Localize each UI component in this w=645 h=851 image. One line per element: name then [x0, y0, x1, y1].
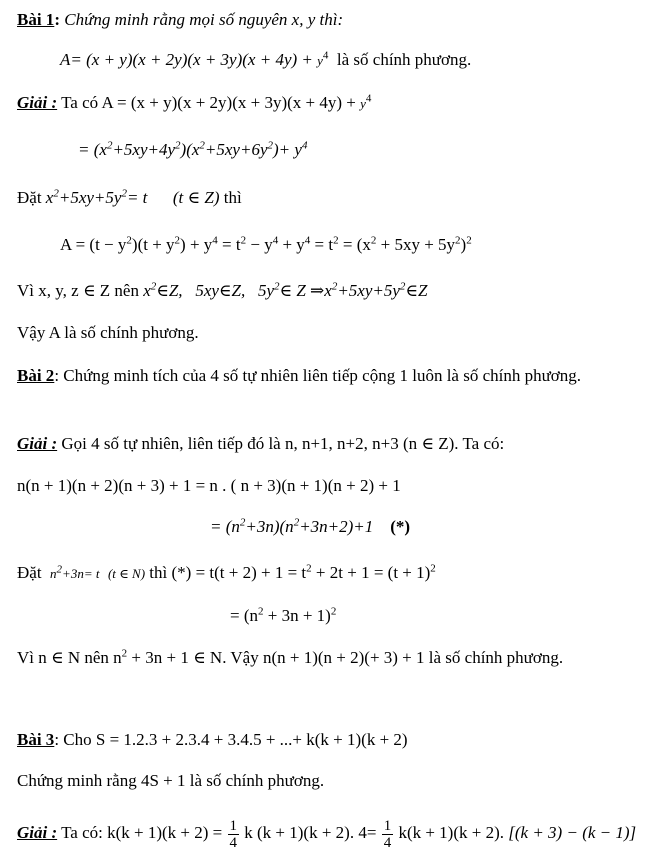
frag: + y — [278, 235, 305, 254]
dat-cond: (t ∈ Z) — [172, 188, 220, 207]
sup-2: 2 — [455, 234, 461, 247]
sup-4: 4 — [272, 234, 279, 247]
frag: Gọi 4 số tự nhiên, liên tiếp đó là n, n+1, n+2, n+3 (n ∈ Z). Ta có: — [61, 434, 505, 453]
bai3-solution-label: Giải : — [17, 823, 58, 842]
frac-den: 4 — [383, 834, 392, 851]
frag: + 5xy + 5y — [376, 235, 456, 254]
frag: +3n+2)+1 — [299, 517, 374, 536]
frag: 5y — [257, 281, 274, 300]
frag: )(t + y — [131, 235, 175, 254]
sup-2: 2 — [274, 280, 280, 293]
frag: 5xy∈Z, — [195, 281, 246, 300]
frag: Vậy A là số chính phương. — [17, 323, 199, 342]
bai2-dat-line — [17, 563, 436, 584]
sup-4: 4 — [212, 234, 218, 247]
frag: ∈Z, — [156, 281, 183, 300]
sup-4: 4 — [301, 139, 308, 152]
frag: + 3n + 1 ∈ N. Vậy n(n + 1)(n + 2)(+ 3) + 1 là số chính phương. — [127, 648, 564, 667]
frag: ∈Z — [405, 281, 428, 300]
sup-2: 2 — [174, 234, 181, 247]
dat-thi: thì — [223, 188, 242, 207]
frag: [(k + 3) − (k − 1)] — [508, 823, 637, 842]
bai1-conclusion — [17, 323, 199, 343]
frag: x — [143, 281, 151, 300]
frag: +3n= t — [62, 566, 100, 581]
frag: k(k + 1)(k + 2). — [398, 823, 505, 842]
frag: = t — [126, 188, 148, 207]
sup-2: 2 — [199, 139, 205, 152]
frag: n(n + 1)(n + 2)(n + 3) + 1 = n . ( n + 3)(n + 1)(n + 2) + 1 — [17, 476, 401, 495]
sup-2: 2 — [106, 139, 113, 152]
frag: n — [50, 566, 57, 581]
bai1-dat-line — [17, 188, 242, 208]
frag: +5xy+4y — [112, 140, 176, 159]
frag: = (x — [338, 235, 371, 254]
bai1-expr-lhs: A= (x + y)(x + 2y)(x + 3y)(x + 4y) + — [60, 50, 318, 69]
sup-2: 2 — [430, 562, 436, 575]
frac-den: 4 — [229, 834, 238, 851]
bai1-problem: Chứng minh rằng mọi số nguyên x, y thì: — [64, 10, 344, 29]
sup-2: 2 — [126, 234, 132, 247]
sup-2: 2 — [306, 562, 312, 575]
frag: = (n — [210, 517, 240, 536]
frag: Đặt — [17, 563, 42, 582]
frag: +5xy+5y — [337, 281, 400, 300]
frag: Ta có: k(k + 1)(k + 2) = — [61, 823, 223, 842]
bai2-line5 — [230, 606, 336, 626]
frag: = t — [217, 235, 241, 254]
sup-2: 2 — [267, 139, 273, 152]
bai1-label: Bài 1 — [17, 10, 55, 29]
frag: )+ y — [273, 140, 302, 159]
sup-2: 2 — [466, 234, 472, 247]
frag: Vì x, y, z ∈ Z nên — [17, 281, 139, 300]
bai1-a-line — [60, 235, 472, 255]
bai1-expr-tail: là số chính phương. — [336, 50, 472, 69]
frag: + 3n + 1) — [263, 606, 331, 625]
bai2-solution-label: Giải : — [17, 434, 58, 453]
bai3-problem: : Cho S = 1.2.3 + 2.3.4 + 3.4.5 + ...+ k(k + 1)(k + 2) — [54, 730, 408, 749]
bai1-solution-line1: Giải : Ta có $A = (x + y)(x + 2y)(x + 3y)(x + 4y) + y^4$ — [17, 92, 372, 112]
bai2-line3 — [210, 517, 410, 537]
frag: +3n)(n — [245, 517, 294, 536]
frag: Vì n ∈ N nên n — [17, 648, 122, 667]
frag: = (n — [230, 606, 258, 625]
sup-2: 2 — [53, 187, 59, 200]
frag: = t — [310, 235, 334, 254]
bai3-label: Bài 3 — [17, 730, 55, 749]
frag: thì (*) = t(t + 2) + 1 = t — [149, 563, 307, 582]
sup-2: 2 — [293, 516, 300, 529]
sup-2: 2 — [330, 605, 337, 618]
frag: +5xy+5y — [58, 188, 122, 207]
sup-2: 2 — [331, 280, 338, 293]
bai1-solution-line2 — [78, 140, 307, 160]
bai2-heading — [17, 362, 629, 389]
frag: ) — [460, 235, 467, 254]
frag: Chứng minh rằng 4S + 1 là số chính phương. — [17, 771, 325, 790]
sup-4: 4 — [322, 49, 329, 62]
sup-2: 2 — [150, 280, 157, 293]
bai2-line2 — [17, 476, 401, 496]
fraction-one-quarter — [382, 818, 394, 851]
bai3-line2 — [17, 771, 324, 791]
sup-2: 2 — [175, 139, 181, 152]
sup-2: 2 — [240, 234, 247, 247]
frag: x — [45, 188, 54, 207]
bai1-vi-line — [17, 281, 427, 301]
frag: ∈ Z ⇒x — [279, 281, 332, 300]
sup-4: 4 — [304, 234, 311, 247]
bai1-heading: Bài 1: Chứng minh rằng mọi số nguyên x, y thì: — [17, 10, 344, 29]
bai2-problem: : Chứng minh tích của 4 số tự nhiên liên tiếp cộng 1 luôn là số chính phương. — [54, 366, 582, 385]
sup-2: 2 — [258, 605, 264, 618]
bai1-sol-line1: Ta có A = (x + y)(x + 2y)(x + 3y)(x + 4y) + — [61, 93, 361, 112]
frag: + 2t + 1 = (t + 1) — [311, 563, 431, 582]
bai2-label: Bài 2 — [17, 366, 55, 385]
dat-label: Đặt — [17, 188, 42, 207]
frac-num: 1 — [229, 817, 238, 834]
frag: − y — [246, 235, 273, 254]
bai1-expression — [60, 50, 471, 71]
frag: (*) — [390, 517, 411, 536]
fraction-one-quarter — [228, 818, 240, 851]
frag: k (k + 1)(k + 2). 4= — [244, 823, 377, 842]
frac-num: 1 — [383, 817, 392, 834]
sup-2: 2 — [121, 187, 127, 200]
frag: )(x — [180, 140, 200, 159]
bai1-solution-label: Giải : — [17, 93, 58, 112]
bai3-solution-line — [17, 816, 636, 851]
sup-2: 2 — [333, 234, 339, 247]
bai3-heading — [17, 730, 408, 750]
frag: ) + y — [180, 235, 213, 254]
sup-2: 2 — [370, 234, 377, 247]
sup-4: 4 — [365, 92, 372, 105]
frag: = (x — [78, 140, 107, 159]
frag: +5xy+6y — [204, 140, 268, 159]
bai2-solution-line1 — [17, 434, 504, 454]
bai1-expr-y: y — [317, 53, 323, 68]
sup-2: 2 — [399, 280, 406, 293]
sup-2: 2 — [239, 516, 246, 529]
sup-2: 2 — [56, 563, 63, 576]
bai2-vi-line — [17, 648, 563, 668]
sup-2: 2 — [121, 647, 128, 660]
frag: (t ∈ N) — [107, 566, 146, 581]
frag: A = (t − y — [60, 235, 127, 254]
